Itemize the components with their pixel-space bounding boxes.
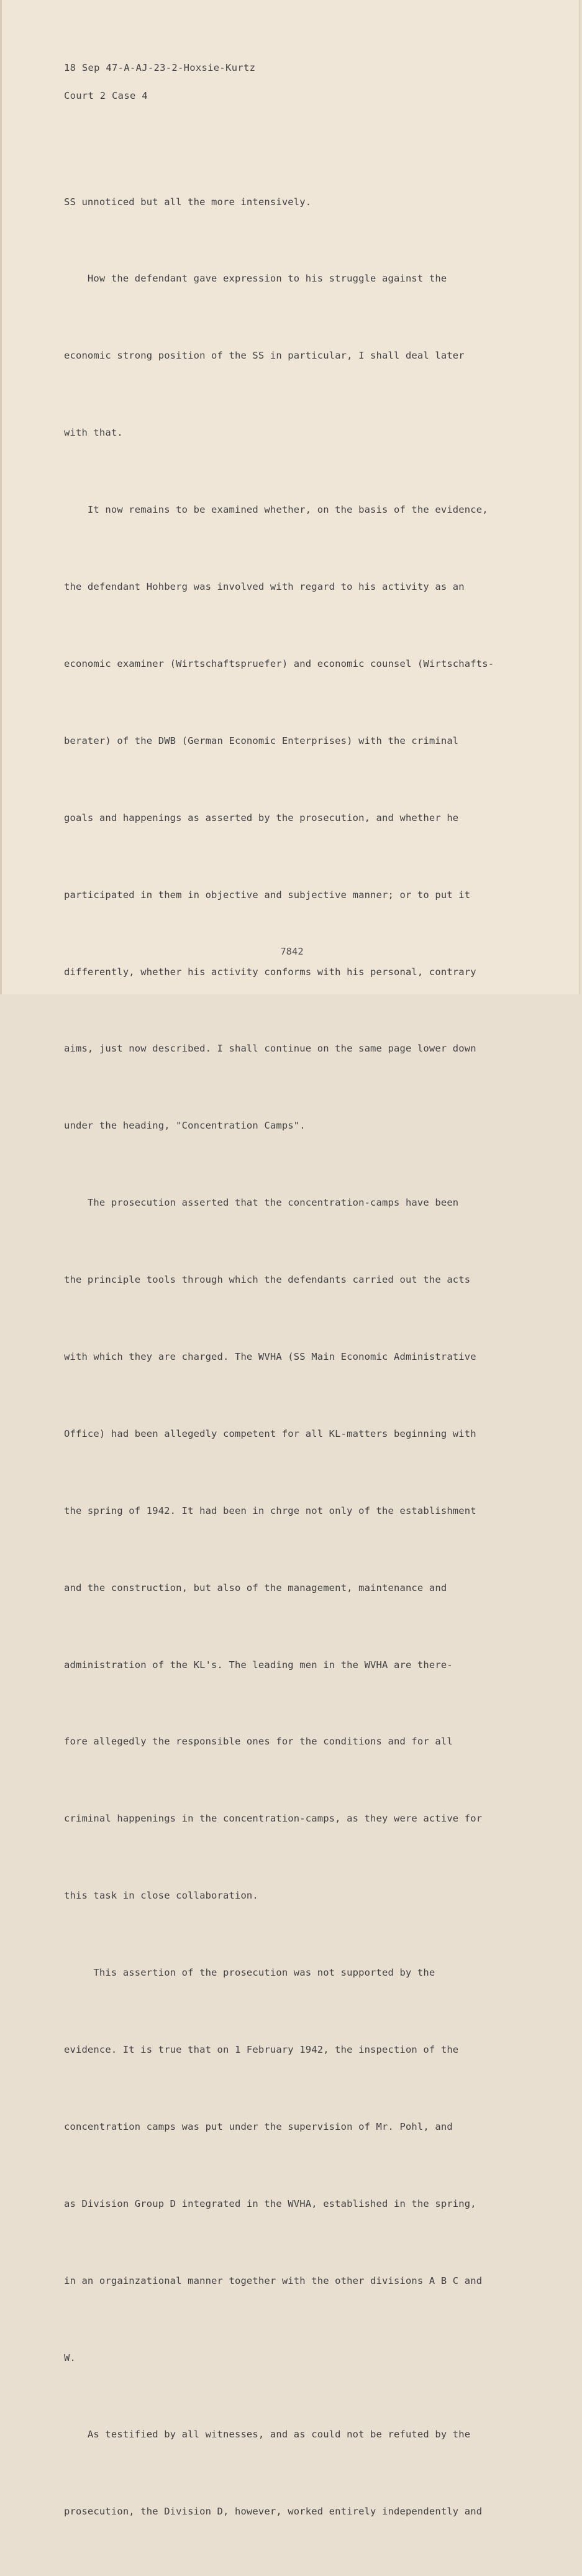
text-line: economic strong position of the SS in particular, I shall deal later <box>64 350 465 362</box>
text-line: Office) had been allegedly competent for all KL-matters beginning with <box>64 1428 476 1439</box>
text-line: This assertion of the prosecution was not supported by the <box>64 1967 435 1979</box>
text-line: administration of the KL's. The leading men in the WVHA are there- <box>64 1659 453 1671</box>
text-line: differently, whether his activity conforms with his personal, contrary <box>64 966 476 978</box>
text-line: prosecution, the Division D, however, worked entirely independently and <box>64 2506 483 2518</box>
text-line: this task in close collaboration. <box>64 1890 258 1902</box>
court-case-label: Court 2 Case 4 <box>64 90 148 101</box>
text-line: economic examiner (Wirtschaftspruefer) and economic counsel (Wirtschafts- <box>64 658 494 669</box>
text-line: It now remains to be examined whether, on the basis of the evidence, <box>64 504 488 516</box>
text-line: SS unnoticed but all the more intensively. <box>64 196 312 208</box>
text-line: fore allegedly the responsible ones for the conditions and for all <box>64 1736 453 1748</box>
text-line: W. <box>64 2352 76 2363</box>
page-number: 7842 <box>280 946 304 957</box>
text-line: How the defendant gave expression to his struggle against the <box>64 273 447 285</box>
body-text <box>64 138 522 2576</box>
text-line: concentration camps was put under the supervision of Mr. Pohl, and <box>64 2120 453 2132</box>
text-line: with which they are charged. The WVHA (SS Main Economic Administrative <box>64 1350 476 1362</box>
text-line: and the construction, but also of the management, maintenance and <box>64 1582 447 1593</box>
text-line: goals and happenings as asserted by the prosecution, and whether he <box>64 812 459 823</box>
text-line: in an orgainzational manner together with the other divisions A B C and <box>64 2275 483 2286</box>
text-line: the spring of 1942. It had been in chrge not only of the establishment <box>64 1505 476 1516</box>
text-line: evidence. It is true that on 1 February 1942, the inspection of the <box>64 2043 459 2055</box>
text-line: the defendant Hohberg was involved with regard to his activity as an <box>64 581 465 593</box>
text-line: berater) of the DWB (German Economic Enterprises) with the criminal <box>64 735 459 746</box>
text-line: under the heading, "Concentration Camps". <box>64 1120 306 1132</box>
text-line: As testified by all witnesses, and as could not be refuted by the <box>64 2429 471 2441</box>
text-line: participated in them in objective and subjective manner; or to put it <box>64 889 471 901</box>
text-line: The prosecution asserted that the concentration-camps have been <box>64 1197 459 1209</box>
document-reference: 18 Sep 47-A-AJ-23-2-Hoxsie-Kurtz <box>64 62 256 73</box>
text-line: with that. <box>64 427 123 439</box>
text-line: as Division Group D integrated in the WVHA, established in the spring, <box>64 2198 476 2209</box>
text-line: aims, just now described. I shall continue on the same page lower down <box>64 1043 476 1055</box>
text-line: the principle tools through which the defendants carried out the acts <box>64 1274 471 1286</box>
text-line: criminal happenings in the concentration-camps, as they were active for <box>64 1813 483 1825</box>
